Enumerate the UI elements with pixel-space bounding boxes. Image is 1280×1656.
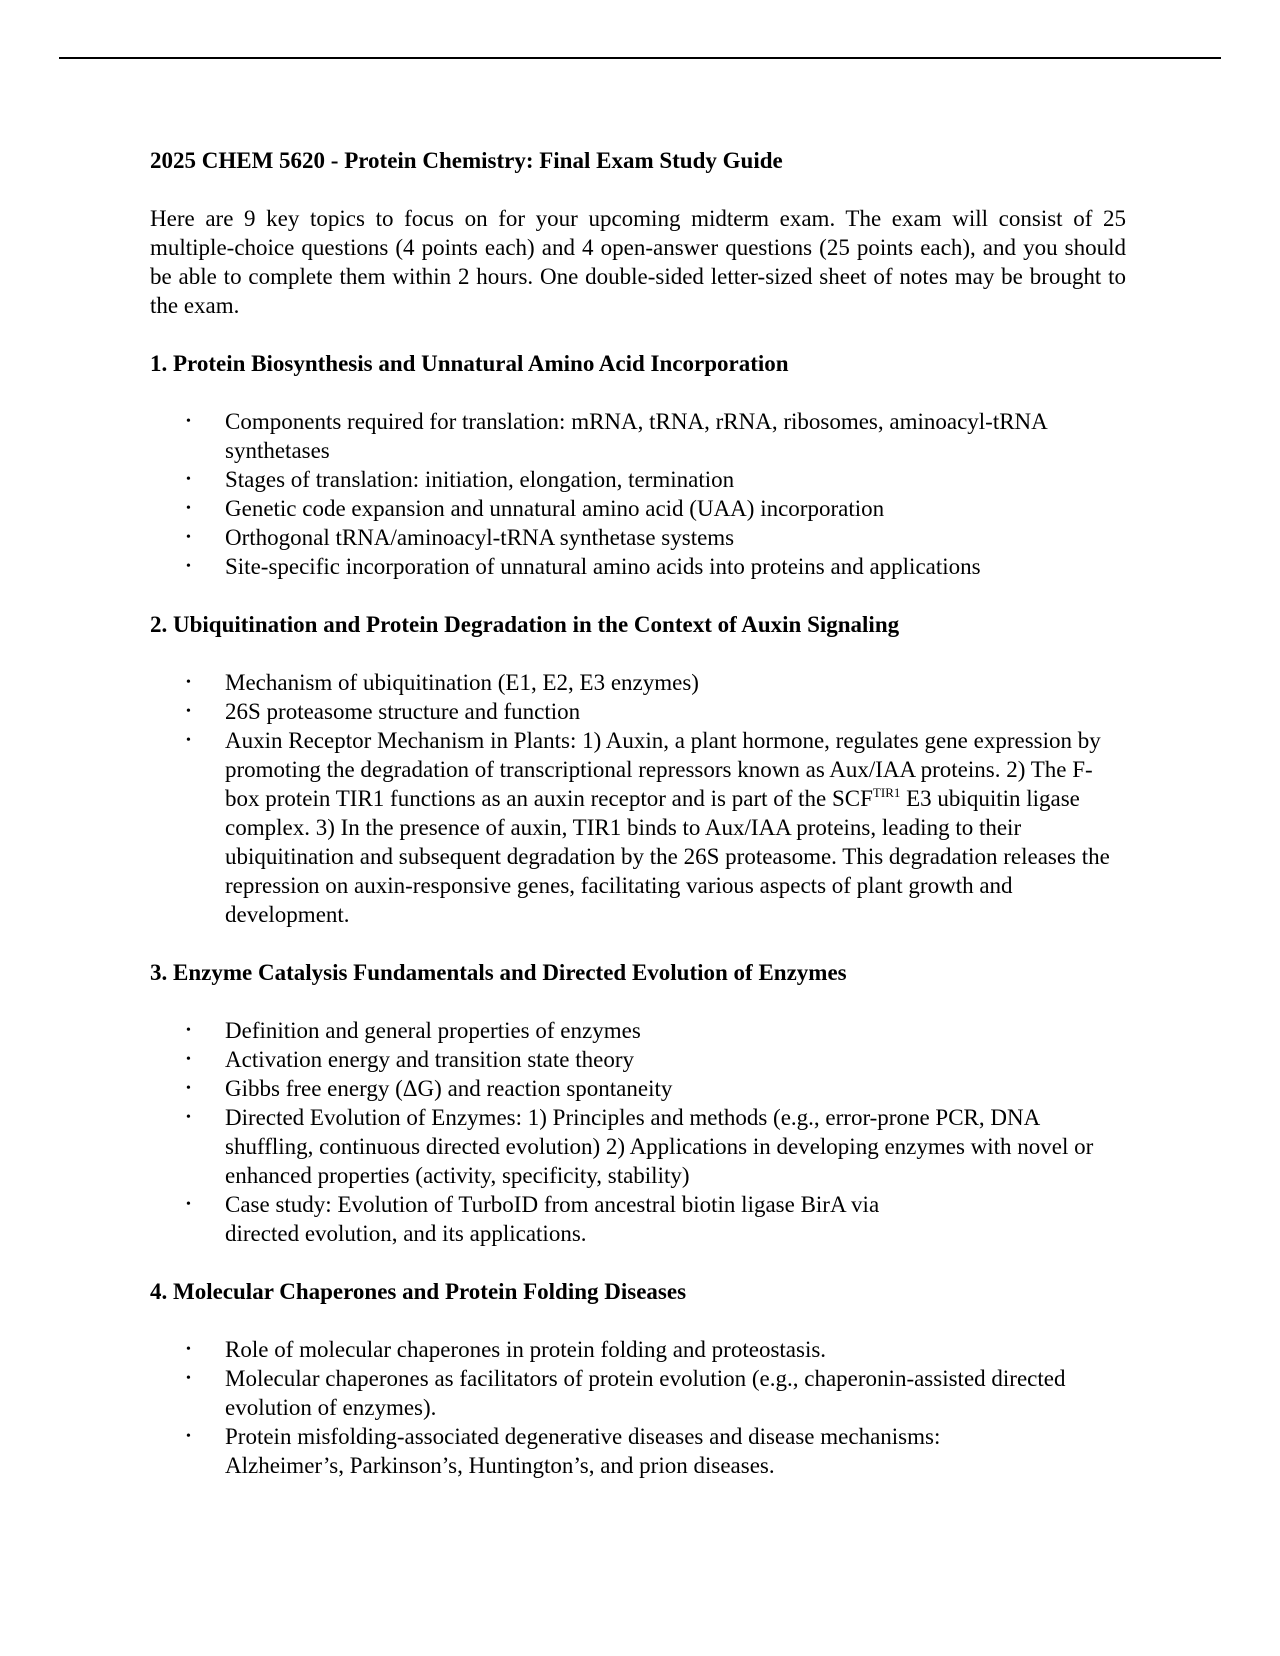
list-item-text: Activation energy and transition state theory (225, 1047, 634, 1072)
list-item (150, 494, 1126, 523)
bullet-icon: • (186, 1429, 191, 1444)
list-item-text: Components required for translation: mRNA, tRNA, rRNA, ribosomes, aminoacyl-tRNA synthetases (225, 409, 1047, 463)
list-item (150, 1335, 1126, 1364)
list-item-text: Definition and general properties of enzymes (225, 1018, 641, 1043)
bullet-icon: • (186, 414, 191, 429)
list-item (150, 668, 1126, 697)
list-item-text: Role of molecular chaperones in protein folding and proteostasis. (225, 1337, 827, 1362)
section-3-list (150, 1016, 1126, 1248)
list-item (150, 552, 1126, 581)
bullet-icon: • (186, 1371, 191, 1386)
auxin-text-after: E3 ubiquitin ligase complex. 3) In the presence of auxin, TIR1 binds to Aux/IAA proteins, leading to their ubiquitination and subsequent degradation by the 26S proteasome. This degradation releases the repression on auxin-responsive genes, facilitating various aspects of plant growth and development. (225, 786, 1110, 927)
section-1-list (150, 407, 1126, 581)
section-2-list (150, 668, 1126, 929)
list-item (150, 1422, 1126, 1480)
list-item (150, 1016, 1126, 1045)
bullet-icon: • (186, 472, 191, 487)
list-item-text: 26S proteasome structure and function (225, 699, 581, 724)
list-item (150, 407, 1126, 465)
list-item-text: Gibbs free energy (ΔG) and reaction spontaneity (225, 1076, 673, 1101)
list-item-text: Mechanism of ubiquitination (E1, E2, E3 enzymes) (225, 670, 699, 695)
section-3-heading: 3. Enzyme Catalysis Fundamentals and Directed Evolution of Enzymes (150, 960, 847, 985)
list-item (150, 1103, 1126, 1190)
list-item (150, 1074, 1126, 1103)
bullet-icon: • (186, 530, 191, 545)
document-body (150, 146, 1126, 1509)
document-title: 2025 CHEM 5620 - Protein Chemistry: Final Exam Study Guide (150, 148, 783, 173)
auxin-text-before: Auxin Receptor Mechanism in Plants: 1) Auxin, a plant hormone, regulates gene expression by promoting the degradation of transcriptional repressors known as Aux/IAA proteins. 2) The F-box protein TIR1 functions as an auxin receptor and is part of the SCF (225, 728, 1101, 811)
bullet-icon: • (186, 1342, 191, 1357)
list-item-text: Stages of translation: initiation, elongation, termination (225, 467, 735, 492)
list-item-text: Genetic code expansion and unnatural amino acid (UAA) incorporation (225, 496, 885, 521)
bullet-icon: • (186, 733, 191, 748)
section-1-heading: 1. Protein Biosynthesis and Unnatural Amino Acid Incorporation (150, 351, 789, 376)
bullet-icon: • (186, 704, 191, 719)
list-item-text: Molecular chaperones as facilitators of protein evolution (e.g., chaperonin-assisted directed evolution of enzymes). (225, 1366, 1066, 1420)
list-item-text: Protein misfolding-associated degenerative diseases and disease mechanisms: Alzheimer’s, Parkinson’s, Huntington’s, and prion diseases. (225, 1424, 941, 1478)
header-rule (59, 57, 1221, 59)
tir1-superscript: TIR1 (872, 785, 901, 800)
list-item (150, 697, 1126, 726)
bullet-icon: • (186, 1110, 191, 1125)
bullet-icon: • (186, 1052, 191, 1067)
list-item (150, 1045, 1126, 1074)
list-item-text: Case study: Evolution of TurboID from ancestral biotin ligase BirA via directed evolution, and its applications. (225, 1192, 880, 1246)
bullet-icon: • (186, 559, 191, 574)
intro-paragraph: Here are 9 key topics to focus on for your upcoming midterm exam. The exam will consist of 25 multiple-choice questions (4 points each) and 4 open-answer questions (25 points each), and you should be able to complete them within 2 hours. One double-sided letter-sized sheet of notes may be brought to the exam. (150, 206, 1126, 318)
list-item-text: Site-specific incorporation of unnatural amino acids into proteins and applications (225, 554, 981, 579)
list-item (150, 726, 1126, 929)
list-item-text: Orthogonal tRNA/aminoacyl-tRNA synthetase systems (225, 525, 735, 550)
bullet-icon: • (186, 1023, 191, 1038)
list-item (150, 1364, 1126, 1422)
bullet-icon: • (186, 501, 191, 516)
bullet-icon: • (186, 1197, 191, 1212)
list-item (150, 1190, 1126, 1248)
list-item (150, 465, 1126, 494)
bullet-icon: • (186, 1081, 191, 1096)
bullet-icon: • (186, 675, 191, 690)
list-item (150, 523, 1126, 552)
list-item-text: Directed Evolution of Enzymes: 1) Principles and methods (e.g., error-prone PCR, DNA shuffling, continuous directed evolution) 2) Applications in developing enzymes with novel or enhanced properties (activity, specificity, stability) (225, 1105, 1094, 1188)
section-2-heading: 2. Ubiquitination and Protein Degradation in the Context of Auxin Signaling (150, 612, 900, 637)
section-4-heading: 4. Molecular Chaperones and Protein Folding Diseases (150, 1279, 687, 1304)
section-4-list (150, 1335, 1126, 1480)
